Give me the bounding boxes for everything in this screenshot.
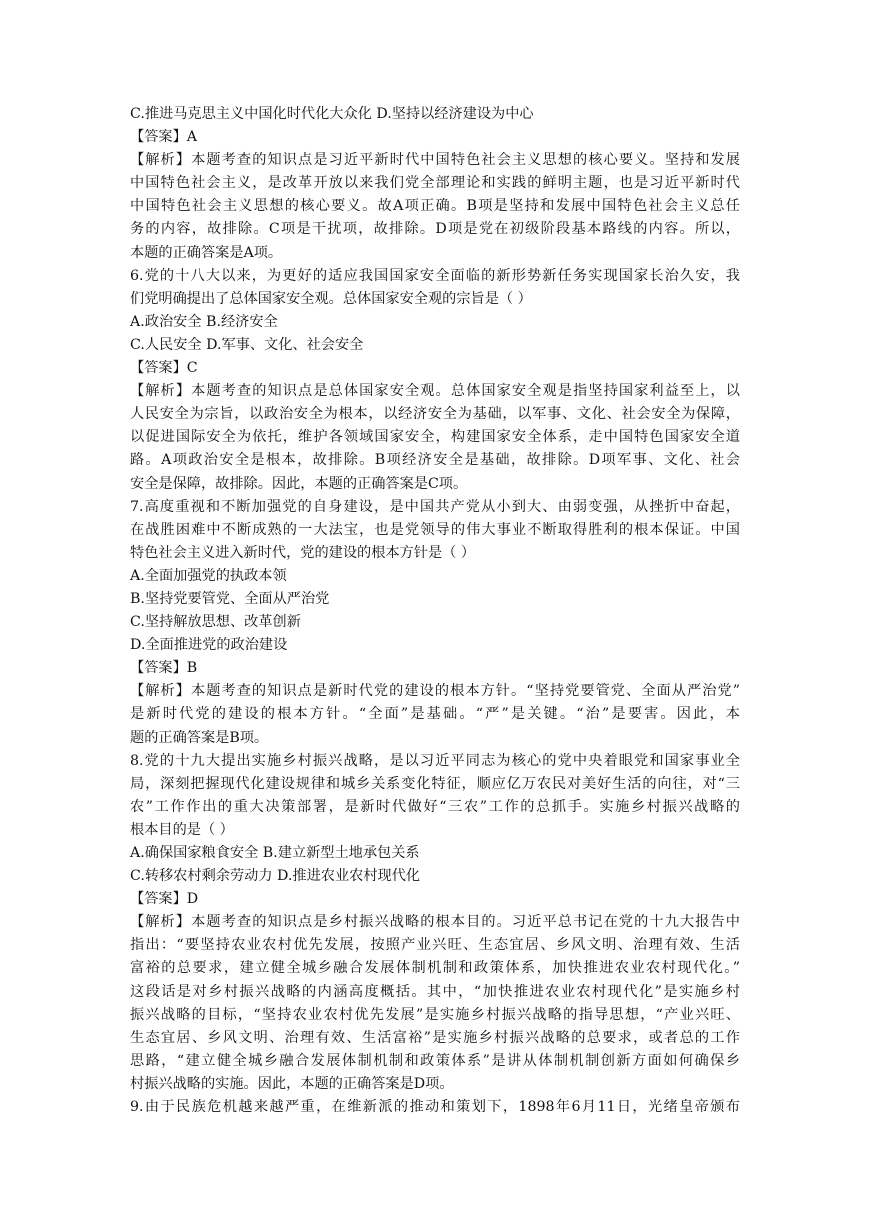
- text-line: D.全面推进党的政治建设: [130, 637, 288, 654]
- text-line: 9.由于民族危机越来越严重，在维新派的推动和策划下，1898年6月11日，光绪皇帝颁布: [130, 1099, 740, 1116]
- text-line: 路。A项政治安全是根本，故排除。B项经济安全是基础，故排除。D项军事、文化、社会: [130, 452, 740, 469]
- text-line: B.坚持党要管党、全面从严治党: [130, 590, 330, 607]
- text-line: 农”工作作出的重大决策部署，是新时代做好“三农”工作的总抓手。实施乡村振兴战略的: [130, 798, 740, 815]
- text-line: 【解析】本题考查的知识点是乡村振兴战略的根本目的。习近平总书记在党的十九大报告中: [130, 914, 740, 931]
- text-line: 富裕的总要求，建立健全城乡融合发展体制机制和政策体系，加快推进农业农村现代化。”: [130, 960, 740, 977]
- text-line: A.确保国家粮食安全 B.建立新型土地承包关系: [130, 845, 420, 861]
- text-line: 本题的正确答案是A项。: [130, 244, 283, 261]
- text-line: 【解析】本题考查的知识点是新时代党的建设的根本方针。“坚持党要管党、全面从严治党”: [130, 683, 740, 700]
- text-line: 【答案】D: [130, 891, 199, 908]
- text-line: A.全面加强党的执政本领: [130, 567, 287, 584]
- text-line: 是新时代党的建设的根本方针。“全面”是基础。“严”是关键。“治”是要害。因此，本: [130, 706, 740, 723]
- document-page: [130, 103, 740, 1119]
- text-line: 【答案】C: [130, 360, 198, 377]
- text-line: 根本目的是（ ）: [130, 821, 234, 838]
- text-line: 在战胜困难中不断成熟的一大法宝，也是党领导的伟大事业不断取得胜利的根本保证。中国: [130, 521, 740, 538]
- text-line: 指出：“要坚持农业农村优先发展，按照产业兴旺、生态宜居、乡风文明、治理有效、生活: [130, 937, 740, 954]
- text-line: C.人民安全 D.军事、文化、社会安全: [130, 336, 364, 353]
- text-line: 【答案】B: [130, 660, 198, 677]
- text-line: 思路，“建立健全城乡融合发展体制机制和政策体系”是讲从体制机制创新方面如何确保乡: [130, 1052, 740, 1069]
- text-line: 这段话是对乡村振兴战略的内涵高度概括。其中，“加快推进农业农村现代化”是实施乡村: [130, 983, 740, 1000]
- text-line: 务的内容，故排除。C项是干扰项，故排除。D项是党在初级阶段基本路线的内容。所以，: [130, 221, 740, 238]
- text-line: C.推进马克思主义中国化时代化大众化 D.坚持以经济建设为中心: [130, 106, 534, 122]
- text-line: 安全是保障，故排除。因此，本题的正确答案是C项。: [130, 475, 468, 492]
- text-line: 特色社会主义进入新时代，党的建设的根本方针是（ ）: [130, 544, 476, 561]
- text-line: 7.高度重视和不断加强党的自身建设，是中国共产党从小到大、由弱变强，从挫折中奋起，: [130, 498, 740, 515]
- text-line: C.坚持解放思想、改革创新: [130, 614, 301, 631]
- text-line: 题的正确答案是B项。: [130, 729, 269, 746]
- text-line: 【解析】本题考查的知识点是总体国家安全观。总体国家安全观是指坚持国家利益至上，以: [130, 383, 740, 400]
- text-line: C.转移农村剩余劳动力 D.推进农业农村现代化: [130, 868, 421, 885]
- text-line: 人民安全为宗旨，以政治安全为根本，以经济安全为基础，以军事、文化、社会安全为保障，: [130, 406, 740, 423]
- text-line: 中国特色社会主义，是改革开放以来我们党全部理论和实践的鲜明主题，也是习近平新时代: [130, 175, 740, 192]
- text-line: 【答案】A: [130, 129, 197, 146]
- text-line: 6.党的十八大以来，为更好的适应我国国家安全面临的新形势新任务实现国家长治久安，我: [130, 267, 740, 284]
- text-line: 中国特色社会主义思想的核心要义。故A项正确。B项是坚持和发展中国特色社会主义总任: [130, 198, 740, 215]
- text-line: 8.党的十九大提出实施乡村振兴战略，是以习近平同志为核心的党中央着眼党和国家事业全: [130, 752, 740, 769]
- text-line: 以促进国际安全为依托，维护各领域国家安全，构建国家安全体系，走中国特色国家安全道: [130, 429, 740, 446]
- text-line: 村振兴战略的实施。因此，本题的正确答案是D项。: [130, 1075, 454, 1092]
- text-line: 【解析】本题考查的知识点是习近平新时代中国特色社会主义思想的核心要义。坚持和发展: [130, 152, 740, 169]
- text-line: 局，深刻把握现代化建设规律和城乡关系变化特征，顺应亿万农民对美好生活的向往，对“三: [130, 775, 740, 792]
- text-line: 生态宜居、乡风文明、治理有效、生活富裕”是实施乡村振兴战略的总要求，或者总的工作: [130, 1029, 740, 1046]
- text-line: 振兴战略的目标，“坚持农业农村优先发展”是实施乡村振兴战略的指导思想，“产业兴旺、: [130, 1006, 740, 1023]
- text-line: A.政治安全 B.经济安全: [130, 313, 278, 330]
- text-line: 们党明确提出了总体国家安全观。总体国家安全观的宗旨是（ ）: [130, 290, 532, 307]
